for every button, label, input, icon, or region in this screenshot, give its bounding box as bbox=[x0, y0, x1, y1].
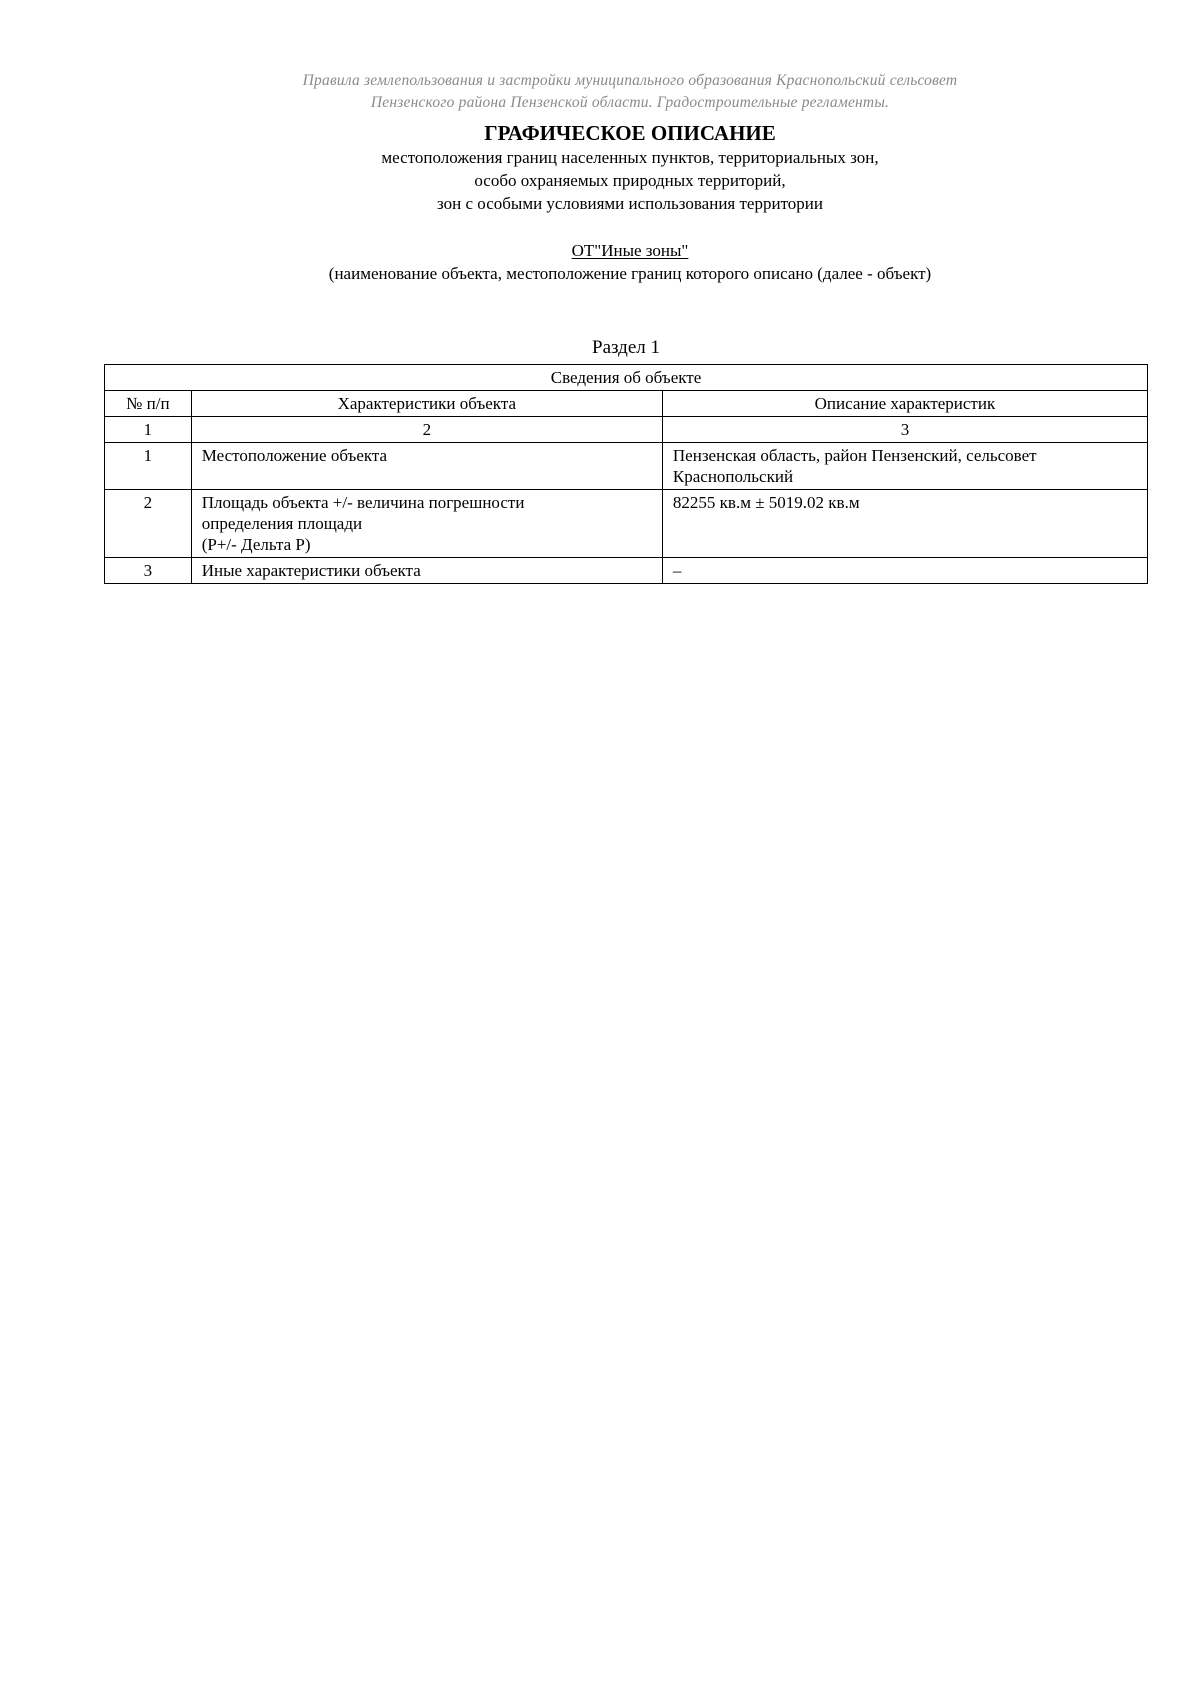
object-name-caption: (наименование объекта, местоположение границ которого описано (далее - объект) bbox=[328, 264, 932, 283]
table-row bbox=[105, 490, 1148, 558]
row-characteristic-line-3: (Р+/- Дельта Р) bbox=[201, 535, 311, 554]
subtitle-line-1: местоположения границ населенных пунктов, территориальных зон, bbox=[381, 148, 879, 167]
row-num: 3 bbox=[105, 558, 192, 584]
object-info-table bbox=[104, 364, 1148, 584]
row-characteristic-line-1: Площадь объекта +/- величина погрешности bbox=[201, 493, 525, 512]
running-header-line-1: Правила землепользования и застройки муниципального образования Краснопольский сельсовет bbox=[302, 72, 958, 89]
table-caption-row bbox=[105, 365, 1148, 391]
subtitle-line-3: зон с особыми условиями использования территории bbox=[437, 194, 823, 213]
table-row bbox=[105, 443, 1148, 490]
row-description: Пензенская область, район Пензенский, сельсовет Краснопольский bbox=[662, 443, 1147, 490]
row-num: 1 bbox=[105, 443, 192, 490]
table-caption: Сведения об объекте bbox=[105, 365, 1148, 391]
row-description: – bbox=[662, 558, 1147, 584]
numbering-cell-2: 2 bbox=[191, 417, 662, 443]
row-characteristic-line-2: определения площади bbox=[201, 514, 363, 533]
table-numbering-row bbox=[105, 417, 1148, 443]
object-name: ОТ"Иные зоны" bbox=[571, 241, 689, 260]
section-title: Раздел 1 bbox=[592, 337, 660, 358]
object-name-block bbox=[240, 239, 1020, 285]
running-header-line-2: Пензенского района Пензенской области. Градостроительные регламенты. bbox=[370, 94, 890, 111]
header-description: Описание характеристик bbox=[662, 391, 1147, 417]
subtitle-line-2: особо охраняемых природных территорий, bbox=[474, 171, 786, 190]
header-num: № п/п bbox=[105, 391, 192, 417]
table-row bbox=[105, 558, 1148, 584]
row-characteristic bbox=[191, 490, 662, 558]
row-characteristic: Иные характеристики объекта bbox=[191, 558, 662, 584]
header-characteristic: Характеристики объекта bbox=[191, 391, 662, 417]
numbering-cell-3: 3 bbox=[662, 417, 1147, 443]
table-header-row bbox=[105, 391, 1148, 417]
document-title: ГРАФИЧЕСКОЕ ОПИСАНИЕ bbox=[484, 121, 776, 145]
numbering-cell-1: 1 bbox=[105, 417, 192, 443]
row-description: 82255 кв.м ± 5019.02 кв.м bbox=[662, 490, 1147, 558]
row-num: 2 bbox=[105, 490, 192, 558]
title-block bbox=[240, 120, 1020, 215]
row-characteristic: Местоположение объекта bbox=[191, 443, 662, 490]
running-header bbox=[200, 70, 1060, 114]
